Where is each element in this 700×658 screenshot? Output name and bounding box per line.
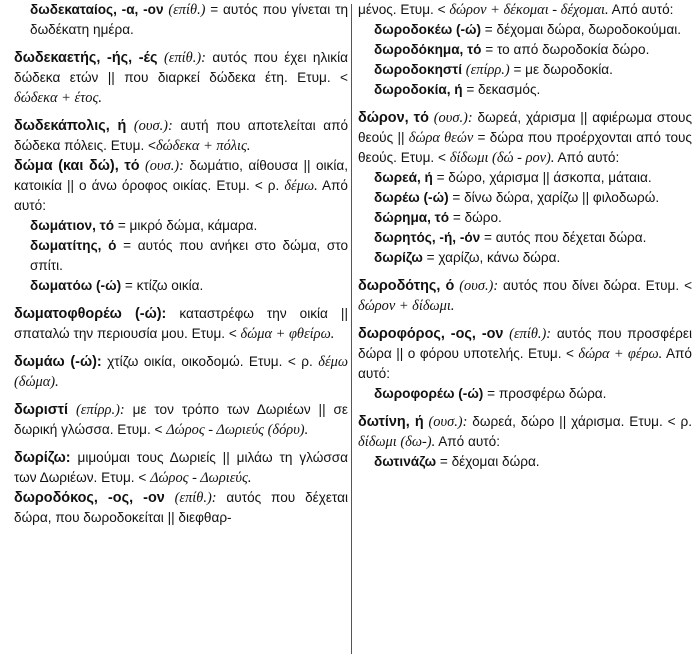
dictionary-entry: [14, 216, 348, 236]
entry-headword: δωδεκαετής, -ής, -ές: [14, 50, 158, 66]
entry-headword: δωροφορέω (-ώ): [374, 386, 484, 401]
entry-part-of-speech: (επίθ.): [168, 2, 206, 18]
entry-definition: = μικρό δώμα, κάμαρα.: [114, 218, 258, 233]
dictionary-entry: [14, 236, 348, 276]
entry-headword: δωδεκαταίος, -α, -ον: [30, 2, 164, 17]
dictionary-entry: [358, 40, 692, 60]
entry-continuation: Από αυτό:: [358, 346, 692, 381]
entry-etymology: Δώρος - Δωριεύς (δόρυ).: [166, 422, 309, 438]
entry-headword: δωρητός, -ή, -όν: [374, 230, 481, 245]
entry-definition: αυτός που δέχεται δώρα, που δωροδοκείται || διεφθαρ-: [14, 490, 348, 525]
entry-headword: δωμάω (-ώ):: [14, 354, 102, 370]
entry-definition: αυτός που δίνει δώρα. Ετυμ. <: [498, 278, 693, 293]
dictionary-entry: [14, 0, 348, 40]
entry-headword: δωμάτιον, τό: [30, 218, 115, 233]
dictionary-entry: [14, 488, 348, 528]
dictionary-entry: [14, 304, 348, 344]
entry-definition: αυτή που αποτελείται από δώδεκα πόλεις. Ετυμ. <: [14, 118, 349, 153]
dictionary-entry: [358, 80, 692, 100]
entry-headword: δωτίνη, ή: [358, 414, 424, 430]
entry-headword: δωρεά, ή: [374, 170, 433, 185]
entry-part-of-speech: (επίθ.):: [163, 50, 206, 66]
entry-etymology: δέμω.: [284, 178, 318, 194]
dictionary-entry: [358, 60, 692, 80]
entry-headword: δωρίζω:: [14, 450, 71, 466]
dictionary-entry: [358, 208, 692, 228]
entry-headword: δωροδόκημα, τό: [374, 42, 482, 57]
entry-etymology: δώρον + δίδωμι.: [358, 298, 455, 314]
entry-definition: μένος. Ετυμ. <: [358, 2, 450, 17]
dictionary-entry: [358, 384, 692, 404]
entry-definition: = προσφέρω δώρα.: [483, 386, 607, 401]
entry-definition: = δεκασμός.: [462, 82, 541, 97]
entry-headword: δώρον, τό: [358, 110, 429, 126]
left-column: [14, 0, 348, 528]
dictionary-entry: [358, 248, 692, 268]
entry-part-of-speech: (ουσ.):: [428, 414, 468, 430]
entry-definition: = το από δωροδοκία δώρο.: [481, 42, 650, 57]
entry-definition: μιμούμαι τους Δωριείς || μιλάω τη γλώσσα των Δωριέων. Ετυμ. <: [14, 450, 348, 485]
entry-definition: = με δωροδοκία.: [509, 62, 613, 77]
entry-definition: = δέχομαι δώρα.: [436, 454, 540, 469]
entry-definition: = αυτός που δέχεται δώρα.: [480, 230, 647, 245]
dictionary-entry: [358, 276, 692, 316]
dictionary-entry: [358, 412, 692, 452]
entry-definition: αυτός που προσφέρει δώρα || ο φόρου υποτελής. Ετυμ. <: [358, 326, 692, 361]
entry-part-of-speech: (ουσ.):: [145, 158, 184, 174]
entry-headword: δωματόω (-ώ): [30, 278, 122, 293]
entry-headword: δωροδοκέω (-ώ): [374, 22, 482, 37]
entry-continuation: Από αυτό:: [14, 178, 348, 213]
entry-part-of-speech: (ουσ.):: [459, 278, 499, 294]
entry-headword: δωροφόρος, -ος, -ον: [358, 326, 504, 342]
entry-headword: δωριστί: [14, 402, 69, 418]
dictionary-entry: [358, 108, 692, 168]
entry-definition: δωμάτιο, αίθουσα || οικία, κατοικία || ο άνω όροφος οικίας. Ετυμ. < ρ.: [14, 158, 348, 193]
entry-part-of-speech: (ουσ.):: [133, 118, 173, 134]
entry-definition: = δέχομαι δώρα, δωροδοκούμαι.: [481, 22, 682, 37]
entry-definition: με τον τρόπο των Δωριέων || σε δωρική γλώσσα. Ετυμ. <: [14, 402, 348, 437]
entry-headword: δωματοφθορέω (-ώ):: [14, 306, 167, 322]
entry-definition: αυτός που έχει ηλικία δώδεκα ετών || που διαρκεί δώδεκα έτη. Ετυμ. <: [14, 50, 348, 85]
entry-definition: = δώρο.: [449, 210, 502, 225]
dictionary-entry: [14, 400, 348, 440]
dictionary-entry: [14, 116, 348, 156]
dictionary-entry: [14, 156, 348, 216]
dictionary-entry: [14, 352, 348, 392]
entry-etymology: δίδωμι (δω-).: [358, 434, 436, 450]
dictionary-entry: [358, 0, 692, 20]
entry-headword: δωδεκάπολις, ή: [14, 118, 127, 134]
dictionary-entry: [358, 228, 692, 248]
dictionary-entry: [358, 188, 692, 208]
entry-definition: = χαρίζω, κάνω δώρα.: [422, 250, 561, 265]
entry-etymology: δώμα + φθείρω.: [240, 326, 335, 342]
entry-definition: = αυτός που ανήκει στο δώμα, στο σπίτι.: [30, 238, 348, 273]
entry-etymology: δώρα θεών: [408, 130, 474, 146]
entry-part-of-speech: (επίθ.):: [509, 326, 552, 342]
entry-etymology: δώρον + δέκομαι - δέχομαι.: [449, 2, 609, 18]
dictionary-entry: [358, 452, 692, 472]
dictionary-entry: [14, 48, 348, 108]
entry-etymology: δώδεκα + πόλις.: [155, 138, 251, 154]
dictionary-entry: [14, 448, 348, 488]
entry-definition: = δίνω δώρα, χαρίζω || φιλοδωρώ.: [448, 190, 660, 205]
entry-etymology: δώρα + φέρω.: [578, 346, 663, 362]
entry-headword: δώρημα, τό: [374, 210, 450, 225]
entry-continuation: Από αυτό:: [554, 150, 620, 165]
entry-etymology: δίδωμι (δώ - ρον).: [449, 150, 555, 166]
entry-definition: = κτίζω οικία.: [121, 278, 204, 293]
entry-etymology: δώδεκα + έτος.: [14, 90, 102, 106]
column-divider: [351, 4, 352, 654]
entry-headword: δωροδοκηστί: [374, 62, 463, 77]
dictionary-entry: [358, 324, 692, 384]
entry-definition: δωρεά, χάρισμα || αφιέρωμα στους θεούς ||: [358, 110, 692, 145]
entry-part-of-speech: (επίρρ.):: [75, 402, 125, 418]
entry-headword: δωτινάζω: [374, 454, 437, 469]
entry-etymology: Δώρος - Δωριεύς.: [150, 470, 252, 486]
entry-part-of-speech: (επίρρ.): [465, 62, 510, 78]
entry-headword: δωρίζω: [374, 250, 423, 265]
entry-headword: δώμα (και δώ), τό: [14, 158, 140, 174]
entry-definition: = αυτός που γίνεται τη δωδέκατη ημέρα.: [30, 2, 349, 37]
entry-continuation: Από αυτό:: [435, 434, 500, 449]
entry-headword: δωρέω (-ώ): [374, 190, 449, 205]
entry-continuation: Από αυτό:: [608, 2, 674, 17]
entry-headword: δωροδόκος, -ος, -ον: [14, 490, 165, 506]
dictionary-entry: [358, 20, 692, 40]
right-column: [358, 0, 692, 472]
dictionary-entry: [14, 276, 348, 296]
entry-continuation: = δώρα που προέρχονται από τους θεούς. Ετυμ. <: [358, 130, 692, 165]
entry-part-of-speech: (ουσ.):: [433, 110, 473, 126]
entry-headword: δωροδοκία, ή: [374, 82, 463, 97]
entry-headword: δωροδότης, ό: [358, 278, 455, 294]
entry-headword: δωματίτης, ό: [30, 238, 117, 253]
entry-definition: = δώρο, χάρισμα || άσκοπα, μάταια.: [432, 170, 652, 185]
entry-definition: καταστρέφω την οικία || σπαταλώ την περιουσία μου. Ετυμ. <: [14, 306, 348, 341]
entry-etymology: δέμω (δώμα).: [14, 354, 348, 390]
dictionary-entry: [358, 168, 692, 188]
entry-definition: χτίζω οικία, οικοδομώ. Ετυμ. < ρ.: [101, 354, 319, 369]
entry-definition: δωρεά, δώρο || χάρισμα. Ετυμ. < ρ.: [467, 414, 693, 429]
entry-part-of-speech: (επίθ.):: [174, 490, 217, 506]
